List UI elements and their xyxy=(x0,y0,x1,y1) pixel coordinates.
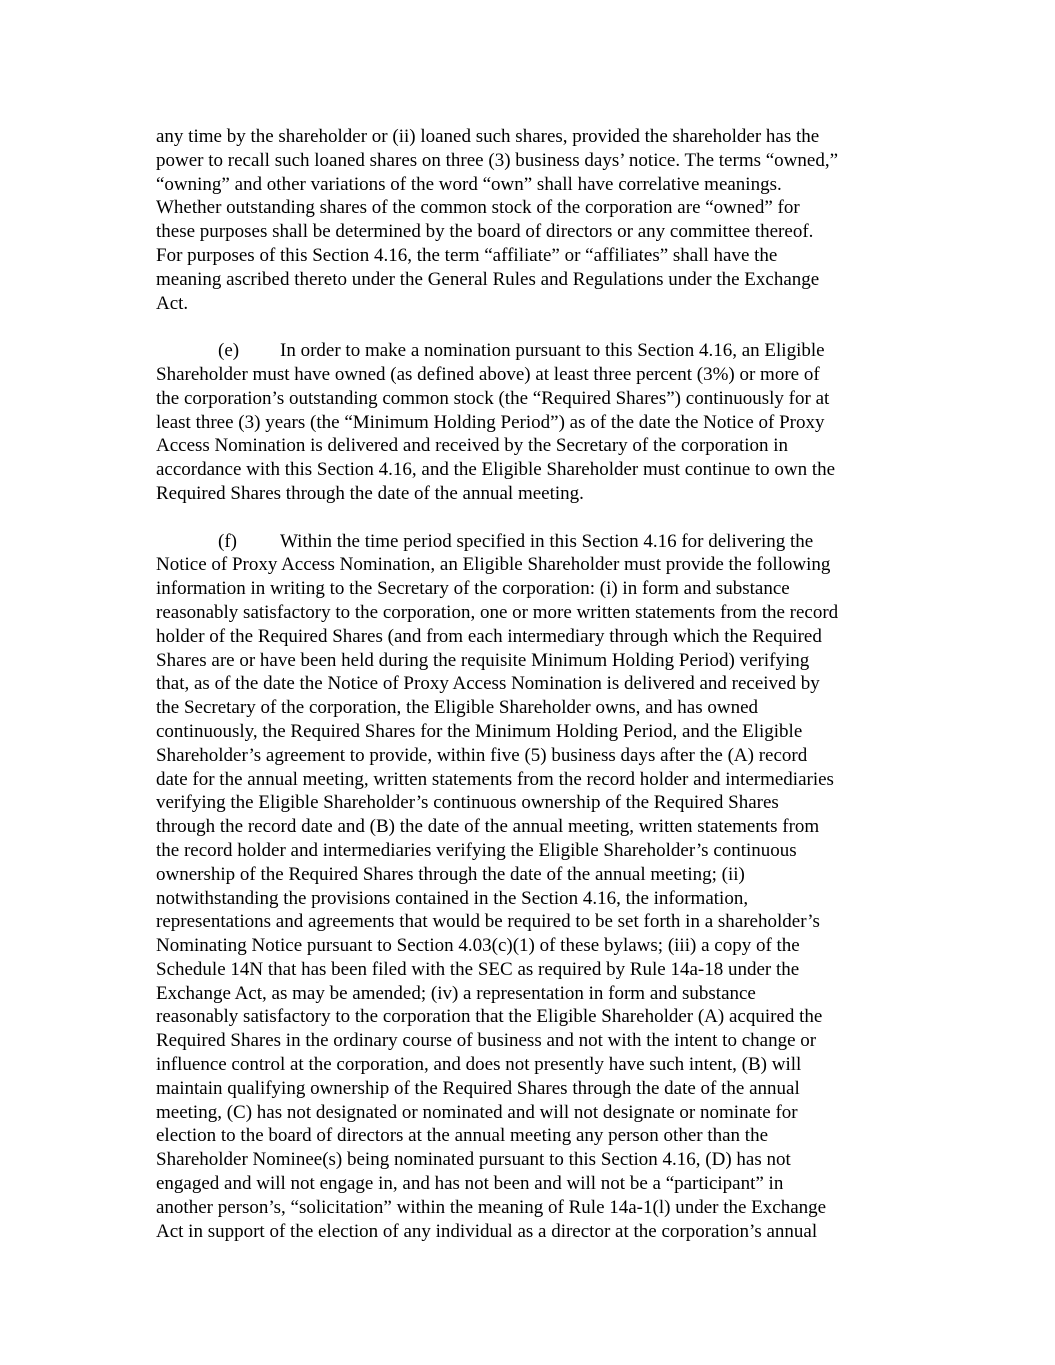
text-line: Required Shares through the date of the annual meeting. xyxy=(156,482,584,504)
text-line: engaged and will not engage in, and has not been and will not be a “participant” in xyxy=(156,1173,784,1195)
text-line: “owning” and other variations of the word “own” shall have correlative meanings. xyxy=(156,173,782,195)
text-line: date for the annual meeting, written statements from the record holder and intermediaries xyxy=(156,768,834,790)
text-line: continuously, the Required Shares for the Minimum Holding Period, and the Eligible xyxy=(156,720,803,742)
text-line: election to the board of directors at the annual meeting any person other than the xyxy=(156,1125,769,1147)
text-line: Whether outstanding shares of the common stock of the corporation are “owned” for xyxy=(156,197,800,219)
text-line: holder of the Required Shares (and from each intermediary through which the Required xyxy=(156,625,822,647)
text-line: meeting, (C) has not designated or nominated and will not designate or nominate for xyxy=(156,1101,798,1123)
text-line: Schedule 14N that has been filed with the SEC as required by Rule 14a-18 under the xyxy=(156,958,800,980)
text-line: For purposes of this Section 4.16, the term “affiliate” or “affiliates” shall have the xyxy=(156,244,778,266)
paragraph-marker: (f) xyxy=(218,530,237,552)
text-line: notwithstanding the provisions contained in the Section 4.16, the information, xyxy=(156,887,749,909)
paragraph-e xyxy=(156,339,906,506)
text-line: Within the time period specified in this Section 4.16 for delivering the xyxy=(280,530,814,552)
text-line: verifying the Eligible Shareholder’s continuous ownership of the Required Shares xyxy=(156,792,779,814)
paragraph-continuation xyxy=(156,125,906,315)
paragraph-first-line xyxy=(156,530,906,554)
text-line: any time by the shareholder or (ii) loaned such shares, provided the shareholder has the xyxy=(156,126,820,147)
text-line: power to recall such loaned shares on three (3) business days’ notice. The terms “owned,” xyxy=(156,149,839,171)
text-line: Access Nomination is delivered and received by the Secretary of the corporation in xyxy=(156,435,789,457)
text-line: Act in support of the election of any individual as a director at the corporation’s annual xyxy=(156,1220,818,1242)
text-line: that, as of the date the Notice of Proxy Access Nomination is delivered and received by xyxy=(156,673,820,695)
text-line: reasonably satisfactory to the corporation, one or more written statements from the record xyxy=(156,601,839,623)
text-line: another person’s, “solicitation” within the meaning of Rule 14a-1(l) under the Exchange xyxy=(156,1196,827,1218)
paragraph-f xyxy=(156,530,906,1244)
text-line: these purposes shall be determined by the board of directors or any committee thereof. xyxy=(156,221,814,243)
text-line: the corporation’s outstanding common stock (the “Required Shares”) continuously for at xyxy=(156,387,830,409)
text-line: reasonably satisfactory to the corporation that the Eligible Shareholder (A) acquired the xyxy=(156,1006,823,1028)
paragraph-marker: (e) xyxy=(218,340,240,362)
text-line: Act. xyxy=(156,292,189,314)
text-line: representations and agreements that would be required to be set forth in a shareholder’s xyxy=(156,911,820,933)
text-line: In order to make a nomination pursuant to this Section 4.16, an Eligible xyxy=(280,340,825,362)
text-line: meaning ascribed thereto under the General Rules and Regulations under the Exchange xyxy=(156,268,820,290)
text-line: Exchange Act, as may be amended; (iv) a representation in form and substance xyxy=(156,982,756,1004)
text-line: accordance with this Section 4.16, and the Eligible Shareholder must continue to own the xyxy=(156,459,836,481)
text-line: the record holder and intermediaries verifying the Eligible Shareholder’s continuous xyxy=(156,839,797,861)
document-body xyxy=(156,125,906,1267)
text-line: Shares are or have been held during the requisite Minimum Holding Period) verifying xyxy=(156,649,810,671)
text-line: maintain qualifying ownership of the Required Shares through the date of the annual xyxy=(156,1077,800,1099)
text-line: Required Shares in the ordinary course of business and not with the intent to change or xyxy=(156,1030,817,1052)
paragraph-first-line xyxy=(156,339,906,363)
text-line: Nominating Notice pursuant to Section 4.03(c)(1) of these bylaws; (iii) a copy of the xyxy=(156,935,800,957)
text-line: the Secretary of the corporation, the Eligible Shareholder owns, and has owned xyxy=(156,697,759,719)
text-line: Shareholder’s agreement to provide, within five (5) business days after the (A) record xyxy=(156,744,808,766)
text-line: ownership of the Required Shares through the date of the annual meeting; (ii) xyxy=(156,863,745,885)
text-line: information in writing to the Secretary of the corporation: (i) in form and substance xyxy=(156,578,790,600)
text-line: Shareholder Nominee(s) being nominated pursuant to this Section 4.16, (D) has not xyxy=(156,1149,791,1171)
text-line: Notice of Proxy Access Nomination, an Eligible Shareholder must provide the following xyxy=(156,554,831,576)
text-line: through the record date and (B) the date of the annual meeting, written statements from xyxy=(156,816,820,838)
text-line: Shareholder must have owned (as defined above) at least three percent (3%) or more of xyxy=(156,363,820,385)
text-line: influence control at the corporation, and does not presently have such intent, (B) will xyxy=(156,1054,802,1076)
text-line: least three (3) years (the “Minimum Holding Period”) as of the date the Notice of Proxy xyxy=(156,411,825,433)
